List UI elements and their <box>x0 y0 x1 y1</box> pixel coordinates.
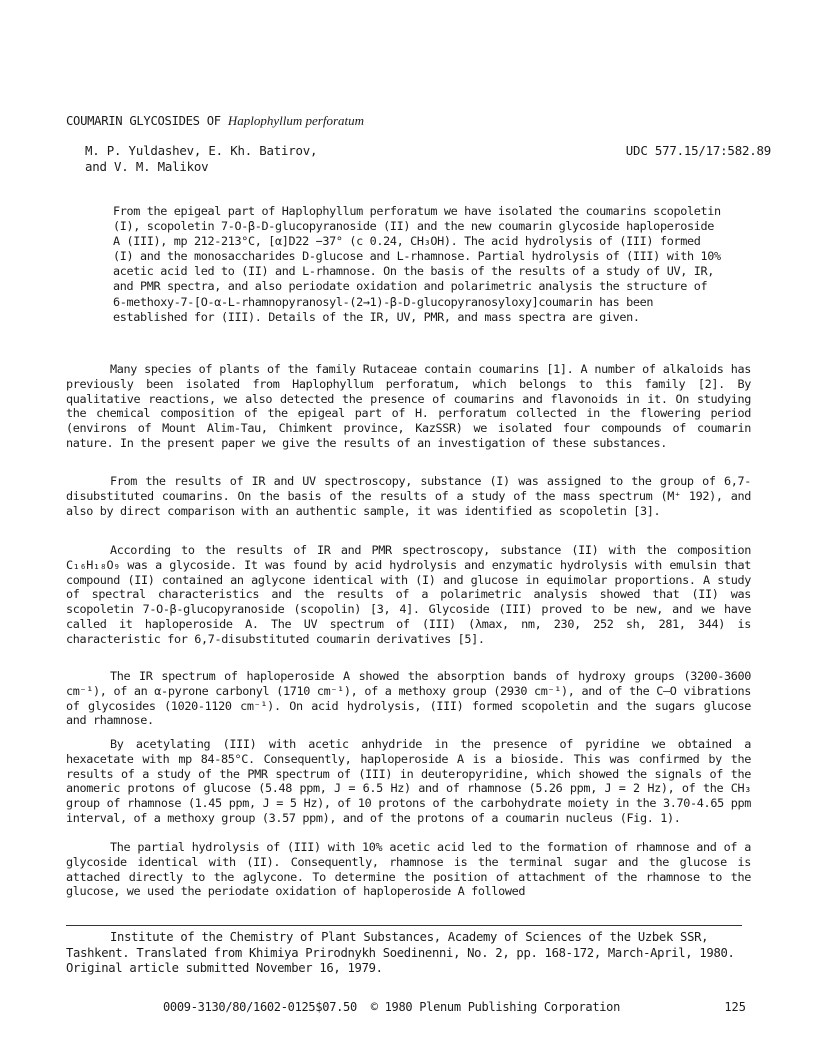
body-section-4 <box>66 669 751 728</box>
paragraph-1: Many species of plants of the family Rutaceae contain coumarins [1]. A number of alkaloids has previously been isolated from Haplophyllum perforatum, which belongs to this family [2]. By qualitative reactions, we also detected the presence of coumarins and flavonoids in it. On studying the chemical composition of the epigeal part of H. perforatum collected in the flowering period (environs of Mount Alim-Tau, Chimkent province, KazSSR) we isolated four compounds of coumarin nature. In the present paper we give the results of an investigation of these substances. <box>66 362 751 450</box>
body-section-1 <box>66 362 751 451</box>
paragraph-6: The partial hydrolysis of (III) with 10% acetic acid led to the formation of rhamnose and of a glycoside identical with (II). Consequently, rhamnose is the terminal sugar and the glucose is attached directly to the aglycone. To determine the position of attachment of the rhamnose to the glucose, we used the periodate oxidation of haploperoside A followed <box>66 840 751 899</box>
article-title <box>66 113 364 129</box>
paragraph-2: From the results of IR and UV spectroscopy, substance (I) was assigned to the group of 6,7-disubstituted coumarins. On the basis of the results of a study of the mass spectrum (M⁺ 192), and also by direct comparison with an authentic sample, it was identified as scopoletin [3]. <box>66 474 751 518</box>
author-list <box>85 143 317 175</box>
authors-line-1: M. P. Yuldashev, E. Kh. Batirov, <box>85 143 318 158</box>
footnote-divider <box>66 925 742 926</box>
issn-code: 0009-3130/80/1602-0125$07.50 <box>163 1000 357 1014</box>
affiliation-footnote: Institute of the Chemistry of Plant Substances, Academy of Sciences of the Uzbek SSR, Tashkent. Translated from Khimiya Prirodnykh Soedinenni, No. 2, pp. 168-172, March-April, 1980. Original article submitted November 16, 1979. <box>66 930 735 976</box>
title-species: Haplophyllum perforatum <box>227 113 365 128</box>
paragraph-4: The IR spectrum of haploperoside A showed the absorption bands of hydroxy groups (3200-3600 cm⁻¹), of an α-pyrone carbonyl (1710 cm⁻¹), of a methoxy group (2930 cm⁻¹), and of the C—O vibrations of glycosides (1020-1120 cm⁻¹). On acid hydrolysis, (III) formed scopoletin and the sugars glucose and rhamnose. <box>66 669 751 728</box>
body-section-2 <box>66 474 751 518</box>
page-number: 125 <box>724 1000 746 1014</box>
footer-publication-info <box>163 1000 620 1014</box>
paragraph-3: According to the results of IR and PMR spectroscopy, substance (II) with the composition C₁₆H₁₈O₉ was a glycoside. It was found by acid hydrolysis and enzymatic hydrolysis with emulsin that compound (II) contained an aglycone identical with (I) and glucose in equimolar proportions. A study of spectral characteristics and the results of a polarimetric analysis showed that (II) was scopoletin 7-O-β-glucopyranoside (scopolin) [3, 4]. Glycoside (III) proved to be new, and we have called it haploperoside A. The UV spectrum of (III) (λmax, nm, 230, 252 sh, 281, 344) is characteristic for 6,7-disubstituted coumarin derivatives [5]. <box>66 543 751 646</box>
title-prefix: COUMARIN GLYCOSIDES OF <box>66 114 228 128</box>
abstract: From the epigeal part of Haplophyllum perforatum we have isolated the coumarins scopoletin (I), scopoletin 7-O-β-D-glucopyranoside (II) and the new coumarin glycoside haploperoside A (III), mp 212-213°C, [α]D22 −37° (c 0.24, CH₃OH). The acid hydrolysis of (III) formed (I) and the monosaccharides D-glucose and L-rhamnose. Partial hydrolysis of (III) with 10% acetic acid led to (II) and L-rhamnose. On the basis of the results of a study of UV, IR, and PMR spectra, and also periodate oxidation and polarimetric analysis the structure of 6-methoxy-7-[O-α-L-rhamnopyranosyl-(2→1)-β-D-glucopyranosyloxy]coumarin has been established for (III). Details of the IR, UV, PMR, and mass spectra are given. <box>113 204 721 324</box>
body-section-6 <box>66 840 751 899</box>
udc-code: UDC 577.15/17:582.89 <box>625 143 771 158</box>
copyright-notice: © 1980 Plenum Publishing Corporation <box>370 1000 621 1014</box>
body-section-3 <box>66 543 751 647</box>
body-section-5 <box>66 737 751 826</box>
paragraph-5: By acetylating (III) with acetic anhydride in the presence of pyridine we obtained a hexacetate with mp 84-85°C. Consequently, haploperoside A is a bioside. This was confirmed by the results of a study of the PMR spectrum of (III) in deuteropyridine, which showed the signals of the anomeric protons of glucose (5.48 ppm, J = 6.5 Hz) and of rhamnose (5.26 ppm, J = 2 Hz), of the CH₃ group of rhamnose (1.45 ppm, J = 5 Hz), of 10 protons of the carbohydrate moiety in the 3.70-4.65 ppm interval, of a methoxy group (3.57 ppm), and of the protons of a coumarin nucleus (Fig. 1). <box>66 737 751 825</box>
authors-line-2: and V. M. Malikov <box>85 159 209 174</box>
